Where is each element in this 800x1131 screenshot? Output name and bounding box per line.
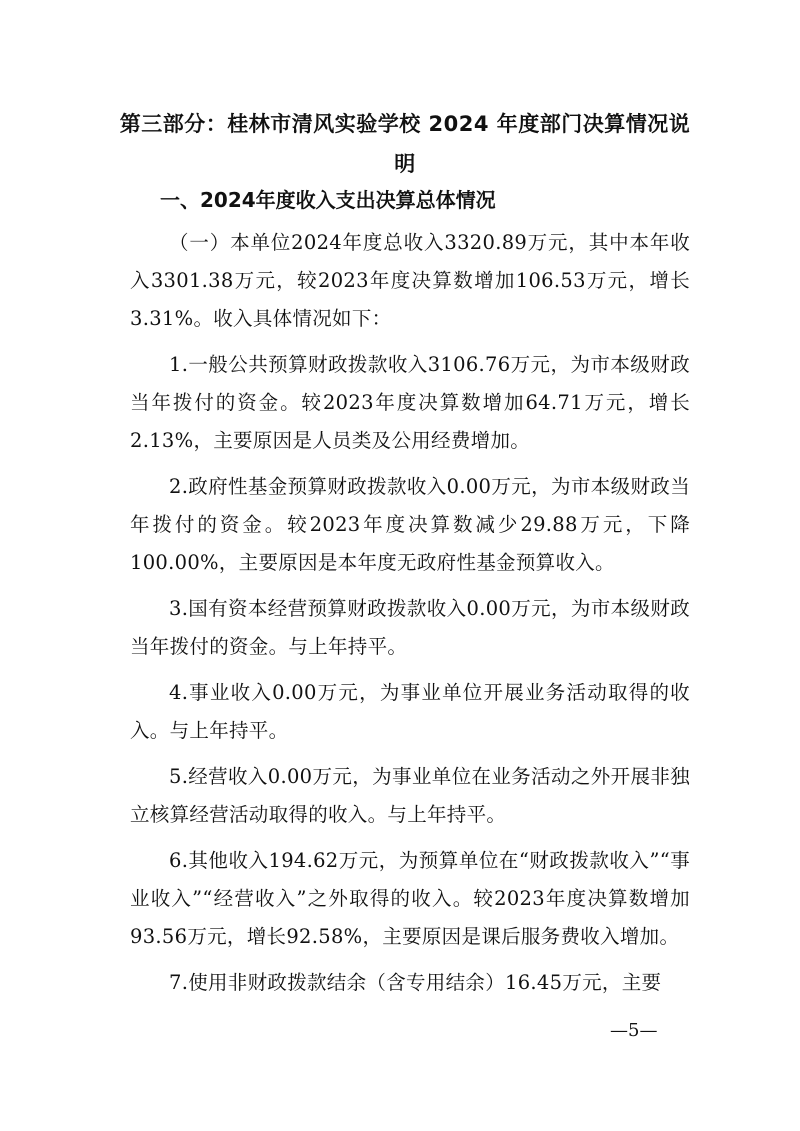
paragraph-business-income: 4.事业收入0.00万元，为事业单位开展业务活动取得的收入。与上年持平。: [130, 681, 690, 742]
paragraph-non-fiscal-balance: 7.使用非财政拨款结余（含专用结余）16.45万元，主要: [169, 971, 662, 994]
page-title: 第三部分：桂林市清风实验学校 2024 年度部门决算情况说明: [119, 112, 691, 176]
paragraph-government-fund: 2.政府性基金预算财政拨款收入0.00万元，为市本级财政当年拨付的资金。较2023年度决算数减少29.88万元，下降100.00%，主要原因是本年度无政府性基金预算收入。: [130, 475, 690, 574]
paragraph-other-income: 6.其他收入194.62万元，为预算单位在“财政拨款收入”“事业收入”“经营收入”之外取得的收入。较2023年度决算数增加93.56万元，增长92.58%，主要原因是课后服务费收入增加。: [130, 849, 690, 948]
page-number: —5—: [610, 1020, 658, 1041]
paragraph-operating-income: 5.经营收入0.00万元，为事业单位在业务活动之外开展非独立核算经营活动取得的收入。与上年持平。: [130, 765, 690, 826]
paragraph-state-capital: 3.国有资本经营预算财政拨款收入0.00万元，为市本级财政当年拨付的资金。与上年持平。: [130, 597, 690, 658]
document-body: [130, 224, 690, 1010]
paragraph-general-budget: 1.一般公共预算财政拨款收入3106.76万元，为市本级财政当年拨付的资金。较2023年度决算数增加64.71万元，增长2.13%，主要原因是人员类及公用经费增加。: [130, 353, 690, 452]
paragraph-total-income: （一）本单位2024年度总收入3320.89万元，其中本年收入3301.38万元，较2023年度决算数增加106.53万元，增长3.31%。收入具体情况如下：: [130, 231, 690, 330]
section-heading: 一、2024年度收入支出决算总体情况: [160, 188, 496, 212]
